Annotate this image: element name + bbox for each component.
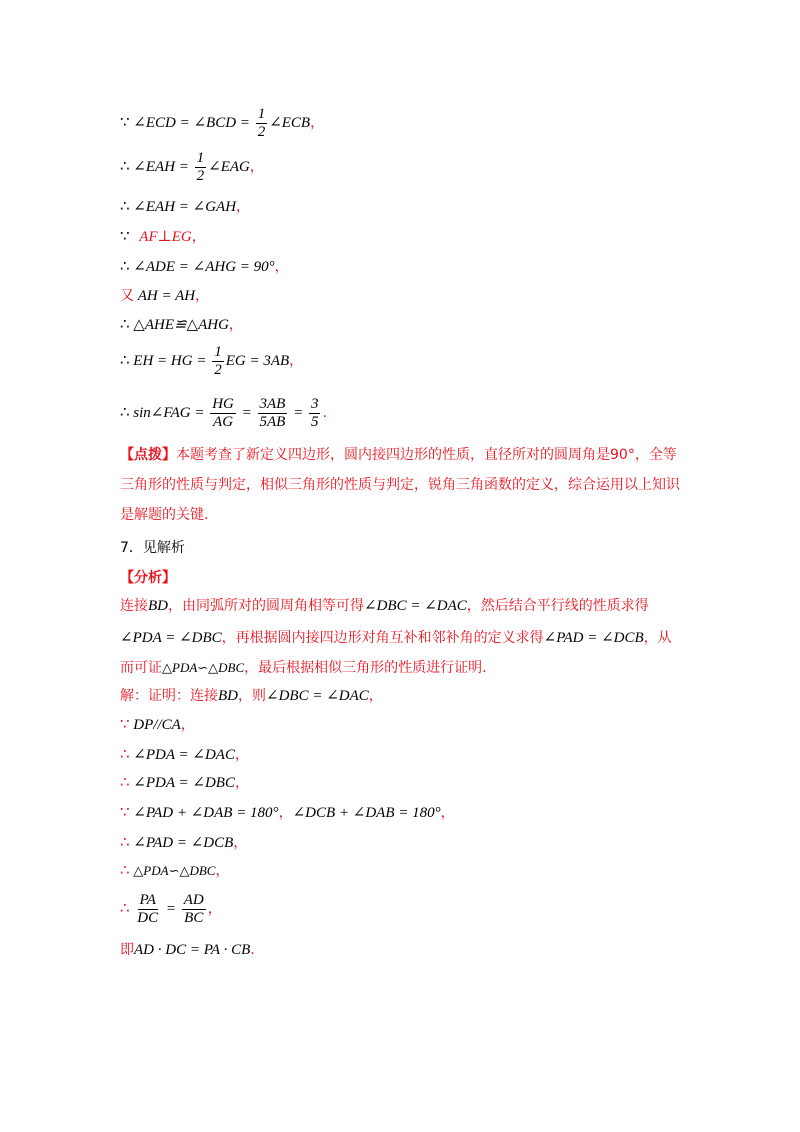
equation: ∠ECD = ∠BCD = <box>133 114 254 131</box>
fraction: $\frac{1}{2}$ <box>257 106 266 140</box>
equation: ∠ADE = ∠AHG = 90° <box>133 259 275 275</box>
equation: sin∠FAG = <box>133 404 209 421</box>
fraction: $\frac{3AB}{5AB}$ <box>259 396 286 430</box>
fraction: $\frac{AD}{BC}$ <box>183 892 204 926</box>
proof-line-3 <box>120 196 250 217</box>
punctuation: ， <box>236 199 251 215</box>
analysis-label: 【分析】 <box>120 570 176 586</box>
solution-step-6: ∴ △PDA∽△DBC， <box>120 861 230 879</box>
analysis-line-2: ∠PDA = ∠DBC，再根据圆内接四边形对角互补和邻补角的定义求得∠PAD = ∠DCB，从 <box>120 630 672 646</box>
equation: EH = HG = <box>133 352 211 369</box>
therefore-symbol: ∴ <box>120 773 130 791</box>
therefore-symbol: ∴ <box>120 257 130 275</box>
solution-step-1: ∵ DP//CA， <box>120 715 195 733</box>
equation: △AHE≌△AHG <box>133 317 229 333</box>
equation: ∠EAH = <box>133 158 193 175</box>
proof-line-9: ∴ sin∠FAG = $\frac{HG}{AG}$ = $\frac{3AB}{5AB}$ = $\frac{3}{5}$ . <box>120 396 327 430</box>
solution-step-4: ∵ ∠PAD + ∠DAB = 180°，∠DCB + ∠DAB = 180°， <box>120 803 455 821</box>
hint-label: 【点拨】 <box>120 447 176 463</box>
equation: AF⊥EG <box>139 229 192 245</box>
equation-tail: ∠ECB <box>269 114 311 131</box>
therefore-symbol: ∴ <box>120 197 130 215</box>
also-prefix: 又 <box>120 288 134 304</box>
fraction: $\frac{1}{2}$ <box>196 150 205 184</box>
therefore-symbol: ∴ <box>120 861 130 879</box>
therefore-symbol: ∴ <box>120 315 130 333</box>
because-symbol: ∵ <box>120 227 130 245</box>
question-number: 7．见解析 <box>120 540 185 556</box>
proof-line-4 <box>120 226 206 247</box>
fraction: $\frac{3}{5}$ <box>310 396 319 430</box>
solution-step-2: ∴ ∠PDA = ∠DAC， <box>120 745 249 763</box>
punctuation: ， <box>289 352 304 369</box>
proof-line-2 <box>120 150 264 185</box>
equation-tail: ∠EAG <box>208 158 250 175</box>
therefore-symbol: ∴ <box>120 350 130 369</box>
solution-step-7: ∴ $\frac{PA}{DC}$ = $\frac{AD}{BC}$ ， <box>120 892 222 926</box>
punctuation: ， <box>195 288 210 304</box>
question-7-heading <box>120 538 185 558</box>
analysis-line-3: 而可证△PDA∽△DBC，最后根据相似三角形的性质进行证明. <box>120 660 487 676</box>
analysis-line-1: 连接BD，由同弧所对的圆周角相等可得∠DBC = ∠DAC，然后结合平行线的性质求得 <box>120 598 649 614</box>
proof-line-7 <box>120 314 243 335</box>
equation: AH = AH <box>137 288 196 304</box>
therefore-symbol: ∴ <box>120 745 130 763</box>
punctuation: . <box>322 404 327 421</box>
hint-text: 本题考查了新定义四边形，圆内接四边形的性质，直径所对的圆周角是90°，全等三角形的性质与判定，相似三角形的性质与判定，锐角三角函数的定义，综合运用以上知识是解题的关键. <box>120 447 680 523</box>
solution-line: 解：证明：连接BD，则∠DBC = ∠DAC， <box>120 688 383 704</box>
proof-line-6 <box>120 286 209 306</box>
solution-step-5: ∴ ∠PAD = ∠DCB， <box>120 833 248 851</box>
therefore-symbol: ∴ <box>120 833 130 851</box>
because-symbol: ∵ <box>120 803 130 821</box>
fraction: $\frac{HG}{AG}$ <box>212 396 234 430</box>
solution-step-8: 即AD · DC = PA · CB. <box>120 942 255 958</box>
fraction: $\frac{PA}{DC}$ <box>137 892 159 926</box>
therefore-symbol: ∴ <box>120 402 130 421</box>
because-symbol: ∵ <box>120 112 130 131</box>
proof-line-1 <box>120 106 324 141</box>
solution-step-3: ∴ ∠PDA = ∠DBC， <box>120 773 249 791</box>
punctuation: ， <box>310 114 325 131</box>
punctuation: ， <box>274 259 289 275</box>
fraction: $\frac{1}{2}$ <box>214 344 222 378</box>
because-symbol: ∵ <box>120 715 130 733</box>
namely-prefix: 即 <box>120 942 134 958</box>
proof-line-5 <box>120 256 289 277</box>
equation-tail: EG = 3AB <box>225 352 290 369</box>
equation: ∠EAH = ∠GAH <box>133 199 237 215</box>
hint-paragraph <box>120 440 680 530</box>
analysis-heading <box>120 568 176 588</box>
punctuation: ， <box>249 158 264 175</box>
proof-line-8 <box>120 344 303 379</box>
therefore-symbol: ∴ <box>120 156 130 175</box>
punctuation: ， <box>228 317 243 333</box>
punctuation: ， <box>191 229 206 245</box>
therefore-symbol: ∴ <box>120 898 130 917</box>
